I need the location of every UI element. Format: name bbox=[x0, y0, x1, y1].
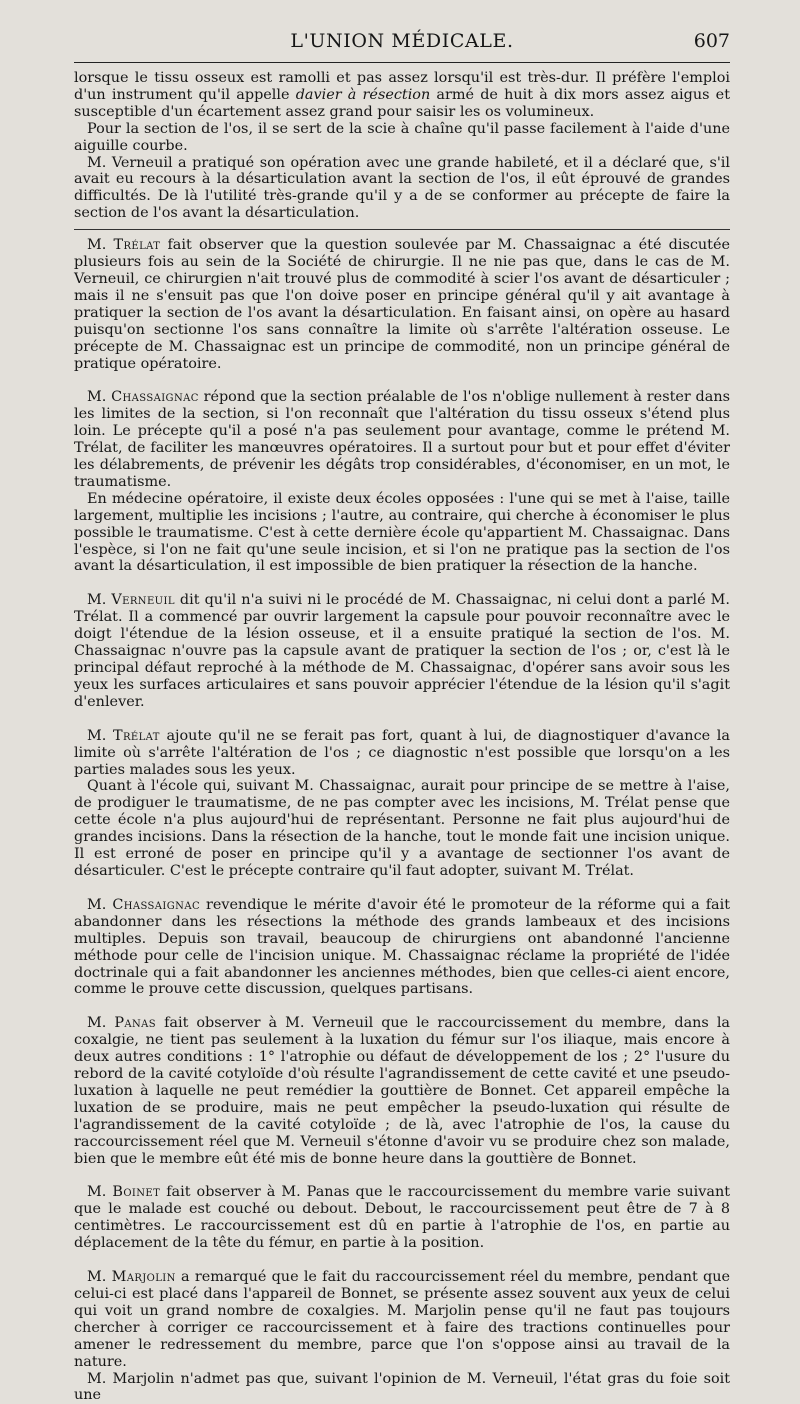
paragraph-text: lorsque le tissu osseux est ramolli et pas assez lorsqu'il est très-dur. Il préfère l'emploi d'un instrument qu'il appelle bbox=[74, 70, 730, 103]
paragraph-text: dit qu'il n'a suivi ni le procédé de M. Chassaignac, ni celui dont a parlé M. Trélat. Il a commencé par ouvrir largement la capsule pour pouvoir reconnaître avec le doigt l'étendue de la lésion osseuse, et il a ensuite pratiqué la section de l'os. M. Chassaignac n'ouvre pas la capsule avant de pratiquer la section de l'os ; or, c'est là le principal défaut reproché à la méthode de M. Chassaignac, d'opérer sans avoir sous les yeux les surfaces articulaires et sans pouvoir apprécier l'étendue de la lésion qu'il s'agit d'enlever. bbox=[74, 592, 730, 710]
paragraph: M. Panas fait observer à M. Verneuil que le raccourcissement du membre, dans la coxalgie, ne tient pas seulement à la luxation du fémur sur l'os iliaque, mais encore à deux autres conditions : 1° l'atrophie ou défaut de développement de los ; 2° l'usure du rebord de la cavité cotyloïde d'où résulte l'agrandissement de cette cavité et une pseudo-luxation à laquelle ne peut remédier la gouttière de Bonnet. Cet appareil empêche la luxation de se produire, mais ne peut empêcher la pseudo-luxation qui résulte de l'agrandissement de la cavité cotyloïde ; de là, avec l'atrophie de l'os, la cause du raccourcissement réel que M. Verneuil s'étonne d'avoir vu se produire chez son malade, bien que le membre eût été mis de bonne heure dans la gouttière de Bonnet. bbox=[74, 1015, 730, 1167]
paragraph-text: Quant à l'école qui, suivant M. Chassaignac, aurait pour principe de se mettre à l'aise, de prodiguer le traumatisme, de ne pas compter avec les incisions, M. Trélat pense que cette école n'a plus aujourd'hui de représentant. Personne ne fait plus aujourd'hui de grandes incisions. Dans la résection de la hanche, tout le monde fait une incision unique. Il est erroné de poser en principe qu'il y a avantage de sectionner l'os avant de désarticuler. C'est le précepte contraire qu'il faut adopter, suivant M. Trélat. bbox=[74, 778, 730, 879]
speaker-name: Trélat bbox=[113, 237, 161, 254]
running-header bbox=[74, 28, 730, 58]
speaker-name: Chassaignac bbox=[112, 896, 200, 913]
paragraph-text: répond que la section préalable de l'os n'oblige nullement à rester dans les limites de la section, si l'on reconnaît que l'altération du tissu osseux s'étend plus loin. Le précepte qu'il a posé n'a pas seulement pour avantage, comme le prétend M. Trélat, de faciliter les manœuvres opératoires. Il a surtout pour but et pour effet d'éviter les délabrements, de prévenir les dégâts trop considérables, d'économiser, en un mot, le traumatisme. bbox=[74, 389, 731, 490]
paragraph: M. Trélat fait observer que la question soulevée par M. Chassaignac a été discutée plusieurs fois au sein de la Société de chirurgie. Il ne nie pas que, dans le cas de M. Verneuil, ce chirurgien n'ait trouvé plus de commodité à scier l'os avant de désarticuler ; mais il ne s'ensuit pas que l'on doive poser en principe général qu'il y ait avantage à pratiquer la section de l'os avant la désarticulation. En faisant ainsi, on opère au hasard puisqu'on sectionne l'os sans connaître la limite où s'arrête l'altération osseuse. Le précepte de M. Chassaignac est un principe de commodité, non un principe général de pratique opératoire. bbox=[74, 237, 730, 372]
paragraph bbox=[74, 155, 730, 223]
paragraph-text: fait observer à M. Verneuil que le raccourcissement du membre, dans la coxalgie, ne tient pas seulement à la luxation du fémur sur l'os iliaque, mais encore à deux autres conditions : 1° l'atrophie ou défaut de développement de los ; 2° l'usure du rebord de la cavité cotyloïde d'où résulte l'agrandissement de cette cavité et une pseudo-luxation à laquelle ne peut remédier la gouttière de Bonnet. Cet appareil empêche la luxation de se produire, mais ne peut empêcher la pseudo-luxation qui résulte de l'agrandissement de la cavité cotyloïde ; de là, avec l'atrophie de l'os, la cause du raccourcissement réel que M. Verneuil s'étonne d'avoir vu se produire chez son malade, bien que le membre eût été mis de bonne heure dans la gouttière de Bonnet. bbox=[74, 1015, 730, 1167]
paragraph bbox=[74, 70, 730, 121]
journal-title: L'UNION MÉDICALE. bbox=[290, 30, 514, 52]
speaker-name: Boinet bbox=[112, 1184, 161, 1201]
paragraph-text: ajoute qu'il ne se ferait pas fort, quant à lui, de diagnostiquer d'avance la limite où s'arrête l'altération de l'os ; ce diagnostic n'est possible que lorsqu'on a les parties malades sous les yeux. bbox=[74, 727, 730, 778]
paragraph: M. Chassaignac revendique le mérite d'avoir été le promoteur de la réforme qui a fait abandonner dans les résections la méthode des grands lambeaux et des incisions multiples. Depuis son travail, beaucoup de chirurgiens ont abandonné l'ancienne méthode pour celle de l'incision unique. M. Chassaignac réclame la propriété de l'idée doctrinale qui a fait abandonner les anciennes méthodes, bien que celles-ci aient encore, comme le prouve cette discussion, quelques partisans. bbox=[74, 896, 730, 998]
article-body bbox=[74, 70, 730, 1404]
paragraph bbox=[74, 1371, 730, 1404]
paragraph-text: revendique le mérite d'avoir été le promoteur de la réforme qui a fait abandonner dans les résections la méthode des grands lambeaux et des incisions multiples. Depuis son travail, beaucoup de chirurgiens ont abandonné l'ancienne méthode pour celle de l'incision unique. M. Chassaignac réclame la propriété de l'idée doctrinale qui a fait abandonner les anciennes méthodes, bien que celles-ci aient encore, comme le prouve cette discussion, quelques partisans. bbox=[74, 896, 730, 998]
page-number: 607 bbox=[693, 30, 730, 52]
paragraph-text: armé de huit à dix mors assez aigus et susceptible d'un écartement assez grand pour saisir les os volumineux. bbox=[74, 86, 730, 120]
speaker-name: Trélat bbox=[112, 727, 160, 744]
speaker-name: Marjolin bbox=[111, 1269, 176, 1286]
speaker-name: Chassaignac bbox=[111, 389, 199, 406]
header-rule bbox=[74, 62, 730, 63]
paragraph: M. Trélat ajoute qu'il ne se ferait pas fort, quant à lui, de diagnostiquer d'avance la limite où s'arrête l'altération de l'os ; ce diagnostic n'est possible que lorsqu'on a les parties malades sous les yeux. bbox=[74, 727, 730, 778]
paragraph: M. Chassaignac répond que la section préalable de l'os n'oblige nullement à rester dans les limites de la section, si l'on reconnaît que l'altération du tissu osseux s'étend plus loin. Le précepte qu'il a posé n'a pas seulement pour avantage, comme le prétend M. Trélat, de faciliter les manœuvres opératoires. Il a surtout pour but et pour effet d'éviter les délabrements, de prévenir les dégâts trop considérables, d'économiser, en un mot, le traumatisme. bbox=[74, 389, 731, 490]
paragraph-text: M. Verneuil a pratiqué son opération avec une grande habileté, et il a déclaré que, s'il avait eu recours à la désarticulation avant la section de l'os, il eût éprouvé de grandes difficultés. De là l'utilité très-grande qu'il y a de se conformer au précepte de faire la section de l'os avant la désarticulation. bbox=[74, 154, 730, 222]
speaker-name: Panas bbox=[114, 1015, 157, 1032]
paragraph: M. Boinet fait observer à M. Panas que le raccourcissement du membre varie suivant que le malade est couché ou debout. Debout, le raccourcissement peut être de 7 à 8 centimètres. Le raccourcissement est dû en partie à l'atrophie de l'os, en partie au déplacement de la tête du fémur, en partie à la position. bbox=[74, 1184, 730, 1252]
paragraph-text: fait observer à M. Panas que le raccourcissement du membre varie suivant que le malade est couché ou debout. Debout, le raccourcissement peut être de 7 à 8 centimètres. Le raccourcissement est dû en partie à l'atrophie de l'os, en partie au déplacement de la tête du fémur, en partie à la position. bbox=[74, 1184, 730, 1252]
paragraph: M. Verneuil dit qu'il n'a suivi ni le procédé de M. Chassaignac, ni celui dont a parlé M. Trélat. Il a commencé par ouvrir largement la capsule pour pouvoir reconnaître avec le doigt l'étendue de la lésion osseuse, et il a ensuite pratiqué la section de l'os. M. Chassaignac n'ouvre pas la capsule avant de pratiquer la section de l'os ; or, c'est là le principal défaut reproché à la méthode de M. Chassaignac, d'opérer sans avoir sous les yeux les surfaces articulaires et sans pouvoir apprécier l'étendue de la lésion qu'il s'agit d'enlever. bbox=[74, 592, 730, 710]
paragraph bbox=[74, 491, 730, 576]
paragraph bbox=[74, 778, 730, 879]
paragraph-text: M. Marjolin n'admet pas que, suivant l'opinion de M. Verneuil, l'état gras du foie soit une bbox=[74, 1370, 730, 1404]
paragraph-text: fait observer que la question soulevée par M. Chassaignac a été discutée plusieurs fois au sein de la Société de chirurgie. Il ne nie pas que, dans le cas de M. Verneuil, ce chirurgien n'ait trouvé plus de commodité à scier l'os avant de désarticuler ; mais il ne s'ensuit pas que l'on doive poser en principe général qu'il y ait avantage à pratiquer la section de l'os avant la désarticulation. En faisant ainsi, on opère au hasard puisqu'on sectionne l'os sans connaître la limite où s'arrête l'altération osseuse. Le précepte de M. Chassaignac est un principe de commodité, non un principe général de pratique opératoire. bbox=[74, 237, 730, 372]
section-divider bbox=[74, 229, 730, 230]
paragraph-text: En médecine opératoire, il existe deux écoles opposées : l'une qui se met à l'aise, taille largement, multiplie les incisions ; l'autre, au contraire, qui cherche à économiser le plus possible le traumatisme. C'est à cette dernière école qu'appartient M. Chassaignac. Dans l'espèce, si l'on ne fait qu'une seule incision, et si l'on ne pratique pas la section de l'os avant la désarticulation, il est impossible de bien pratiquer la résection de la hanche. bbox=[74, 490, 730, 575]
paragraph-text: a remarqué que le fait du raccourcissement réel du membre, pendant que celui-ci est placé dans l'appareil de Bonnet, se présente assez souvent aux yeux de celui qui voit un grand nombre de coxalgies. M. Marjolin pense qu'il ne faut pas toujours chercher à corriger ce raccourcissement et à faire des tractions continuelles pour amener le redressement du membre, parce que l'on s'oppose ainsi au travail de la nature. bbox=[74, 1269, 730, 1370]
paragraph-text: Pour la section de l'os, il se sert de la scie à chaîne qu'il passe facilement à l'aide d'une aiguille courbe. bbox=[74, 120, 730, 154]
paragraph: M. Marjolin a remarqué que le fait du raccourcissement réel du membre, pendant que celui-ci est placé dans l'appareil de Bonnet, se présente assez souvent aux yeux de celui qui voit un grand nombre de coxalgies. M. Marjolin pense qu'il ne faut pas toujours chercher à corriger ce raccourcissement et à faire des tractions continuelles pour amener le redressement du membre, parce que l'on s'oppose ainsi au travail de la nature. bbox=[74, 1269, 730, 1370]
speaker-name: Verneuil bbox=[111, 592, 175, 609]
paragraph bbox=[74, 121, 730, 155]
italic-term: davier à résection bbox=[295, 86, 431, 103]
